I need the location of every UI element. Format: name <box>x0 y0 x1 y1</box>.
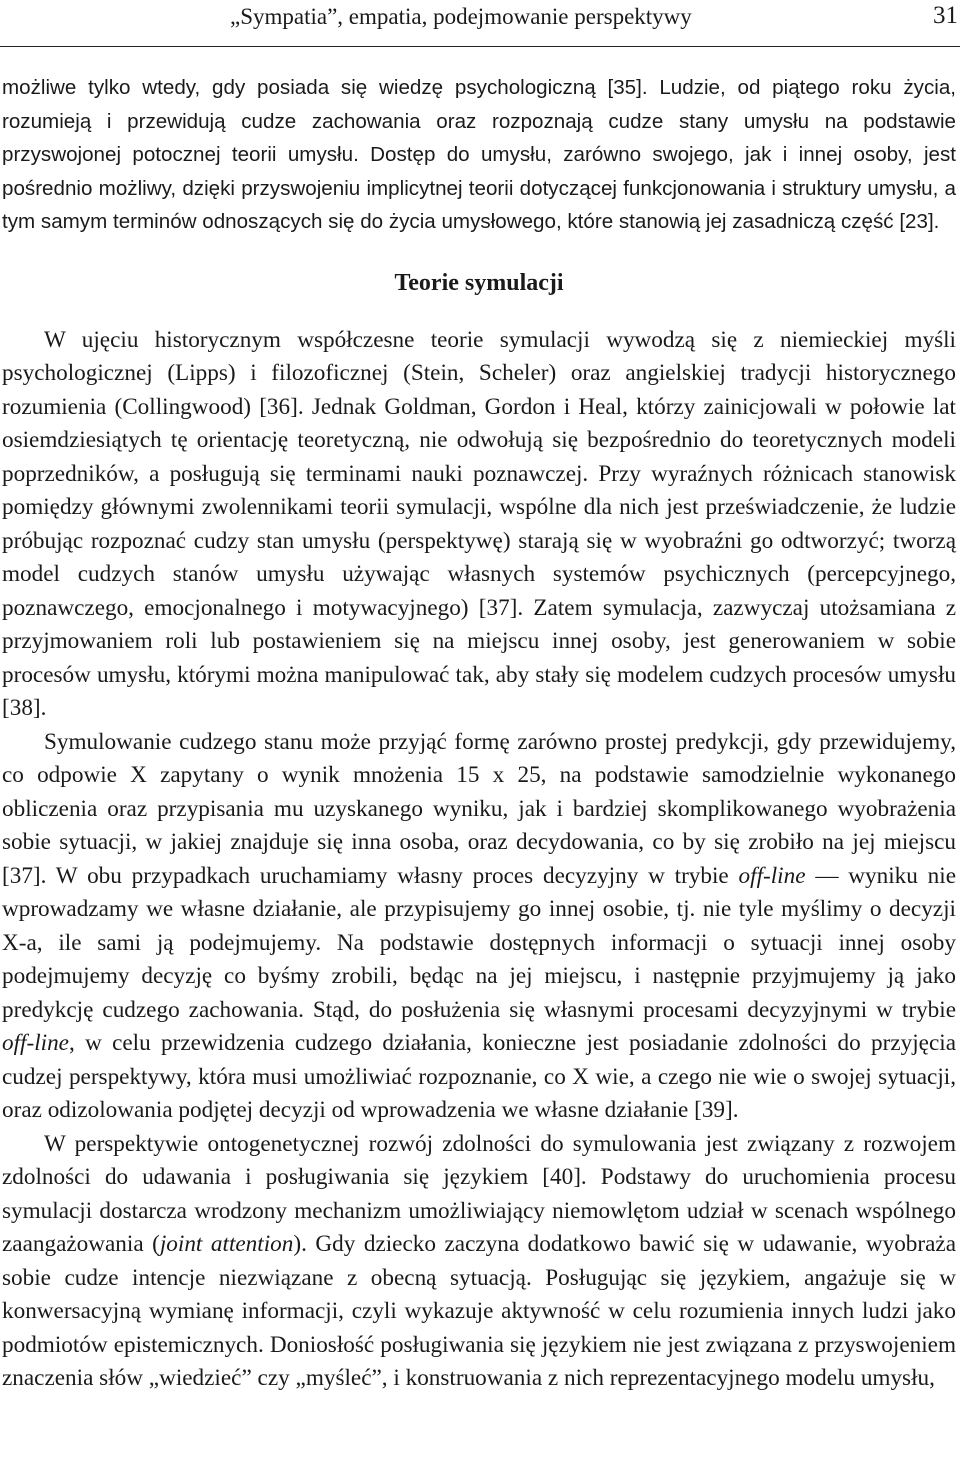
paragraph-1: W ujęciu historycznym współczesne teorie symulacji wywodzą się z niemieckiej myśli psychologicznej (Lipps) i filozoficznej (Stein, Scheler) oraz angielskiej tradycji historycznego rozumienia (Collingwood) [36]. Jednak Goldman, Gordon i Heal, którzy zainicjowali w połowie lat osiemdziesiątych tę orientację teoretyczną, nie odwołują się bezpośrednio do teoretycznych modeli poprzedników, a posługują się terminami nauki poznawczej. Przy wyraźnych różnicach stanowisk pomiędzy głównymi zwolennikami teorii symulacji, wspólne dla nich jest przeświadczenie, że ludzie próbując rozpoznać cudzy stan umysłu (perspektywę) starają się w wyobraźni go odtworzyć; tworzą model cudzych stanów umysłu używając własnych systemów psychicznych (percepcyjnego, poznawczego, emocjonalnego i motywacyjnego) [37]. Zatem symulacja, zazwyczaj utożsamiana z przyjmowaniem roli lub postawieniem się na miejscu innej osoby, jest generowaniem w sobie procesów umysłu, którymi można manipulować tak, aby stały się modelem cudzych procesów umysłu [38]. <box>2 326 956 721</box>
paragraph-3 <box>2 1128 956 1396</box>
paragraph-3-italic-term: joint attention <box>159 1231 294 1257</box>
intro-sans-text-2: Dostęp do umysłu, zarówno swojego, jak i innej osoby, jest pośrednio możliwy, dzięki przyswojeniu implicytnej teorii dotyczącej funkcjonowania i struktury umysłu, a tym samym terminów odnoszących się do życia umysłowego, które stanowią jej zasadniczą część [23]. <box>2 143 957 233</box>
paragraph-2-text-b: — wyniku nie wprowadzamy we własne działanie, ale przypisujemy go innej osobie, tj. nie tyle myślimy o decyzji X-a, ile sami ją podejmujemy. Na podstawie dostępnych informacji o sytuacji innej osoby podejmujemy decyzję co byśmy zrobili, będąc na jej miejscu, i następnie przyjmujemy ją jako predykcję cudzego zachowania. Stąd, do posłużenia się własnymi procesami decyzyjnymi w trybie <box>2 862 956 1023</box>
running-header-title: „Sympatia”, empatia, podejmowanie perspektywy <box>230 4 692 29</box>
paragraph-2-text-a: Symulowanie cudzego stanu może przyjąć formę zarówno prostej predykcji, gdy przewidujemy, co odpowie X zapytany o wynik mnożenia 15 x 25, na podstawie samodzielnie wykonanego obliczenia oraz przypisania mu uzyskanego wyniku, jak i bardziej skomplikowanego wyobrażenia sobie sytuacji, w jakiej znajduje się inna osoba, oraz decydowania, co by się zrobiło na jej miejscu [37]. W obu przypadkach uruchamiamy własny proces decyzyjny w trybie <box>2 728 956 889</box>
intro-paragraph <box>2 71 956 239</box>
page-number: 31 <box>933 2 958 29</box>
running-header <box>0 0 960 47</box>
paragraph-2-text-c: , w celu przewidzenia cudzego działania, konieczne jest posiadanie zdolności do przyjęcia cudzej perspektywy, która musi umożliwiać rozpoznanie, co X wie, a czego nie wie o swojej sytuacji, oraz odizolowania podjętej decyzji od wprowadzenia we własne działanie [39]. <box>2 1030 956 1123</box>
paragraph-2-italic-term-1: off-line <box>738 862 806 889</box>
paragraph-2 <box>2 726 956 1128</box>
body-text <box>2 71 956 1396</box>
paragraph-2-italic-term-2: off-line <box>2 1030 69 1056</box>
paragraph-3-text-b: ). Gdy dziecko zaczyna dodatkowo bawić się w udawanie, wyobraża sobie cudze intencje niezwiązane z obecną sytuacją. Posługując się językiem, angażuje się w konwersacyjną wymianę informacji, czyli wykazuje aktywność w celu rozumienia innych ludzi jako podmiotów epistemicznych. Doniosłość posługiwania się językiem nie jest związana z przyswojeniem znaczenia słów „wiedzieć” czy „myśleć”, i konstruowania z nich reprezentacyjnego modelu umysłu, <box>2 1231 956 1391</box>
intro-sans-text: możliwe tylko wtedy, gdy posiada się wiedzę psychologiczną [35]. Ludzie, od piątego roku życia, rozumieją i przewidują cudze zachowania oraz rozpoznają cudze stany umysłu na podstawie przyswojonej potocznej teorii umysłu. <box>2 76 956 166</box>
section-heading: Teorie symulacji <box>394 269 564 296</box>
paragraph-3-text-a: W perspektywie ontogenetycznej rozwój zdolności do symulowania jest związany z rozwojem zdolności do udawania i posługiwania się językiem [40]. Podstawy do uruchomienia procesu symulacji dostarcza wrodzony mechanizm umożliwiający niemowlętom udział w scenach wspólnego zaangażowania ( <box>2 1130 956 1257</box>
